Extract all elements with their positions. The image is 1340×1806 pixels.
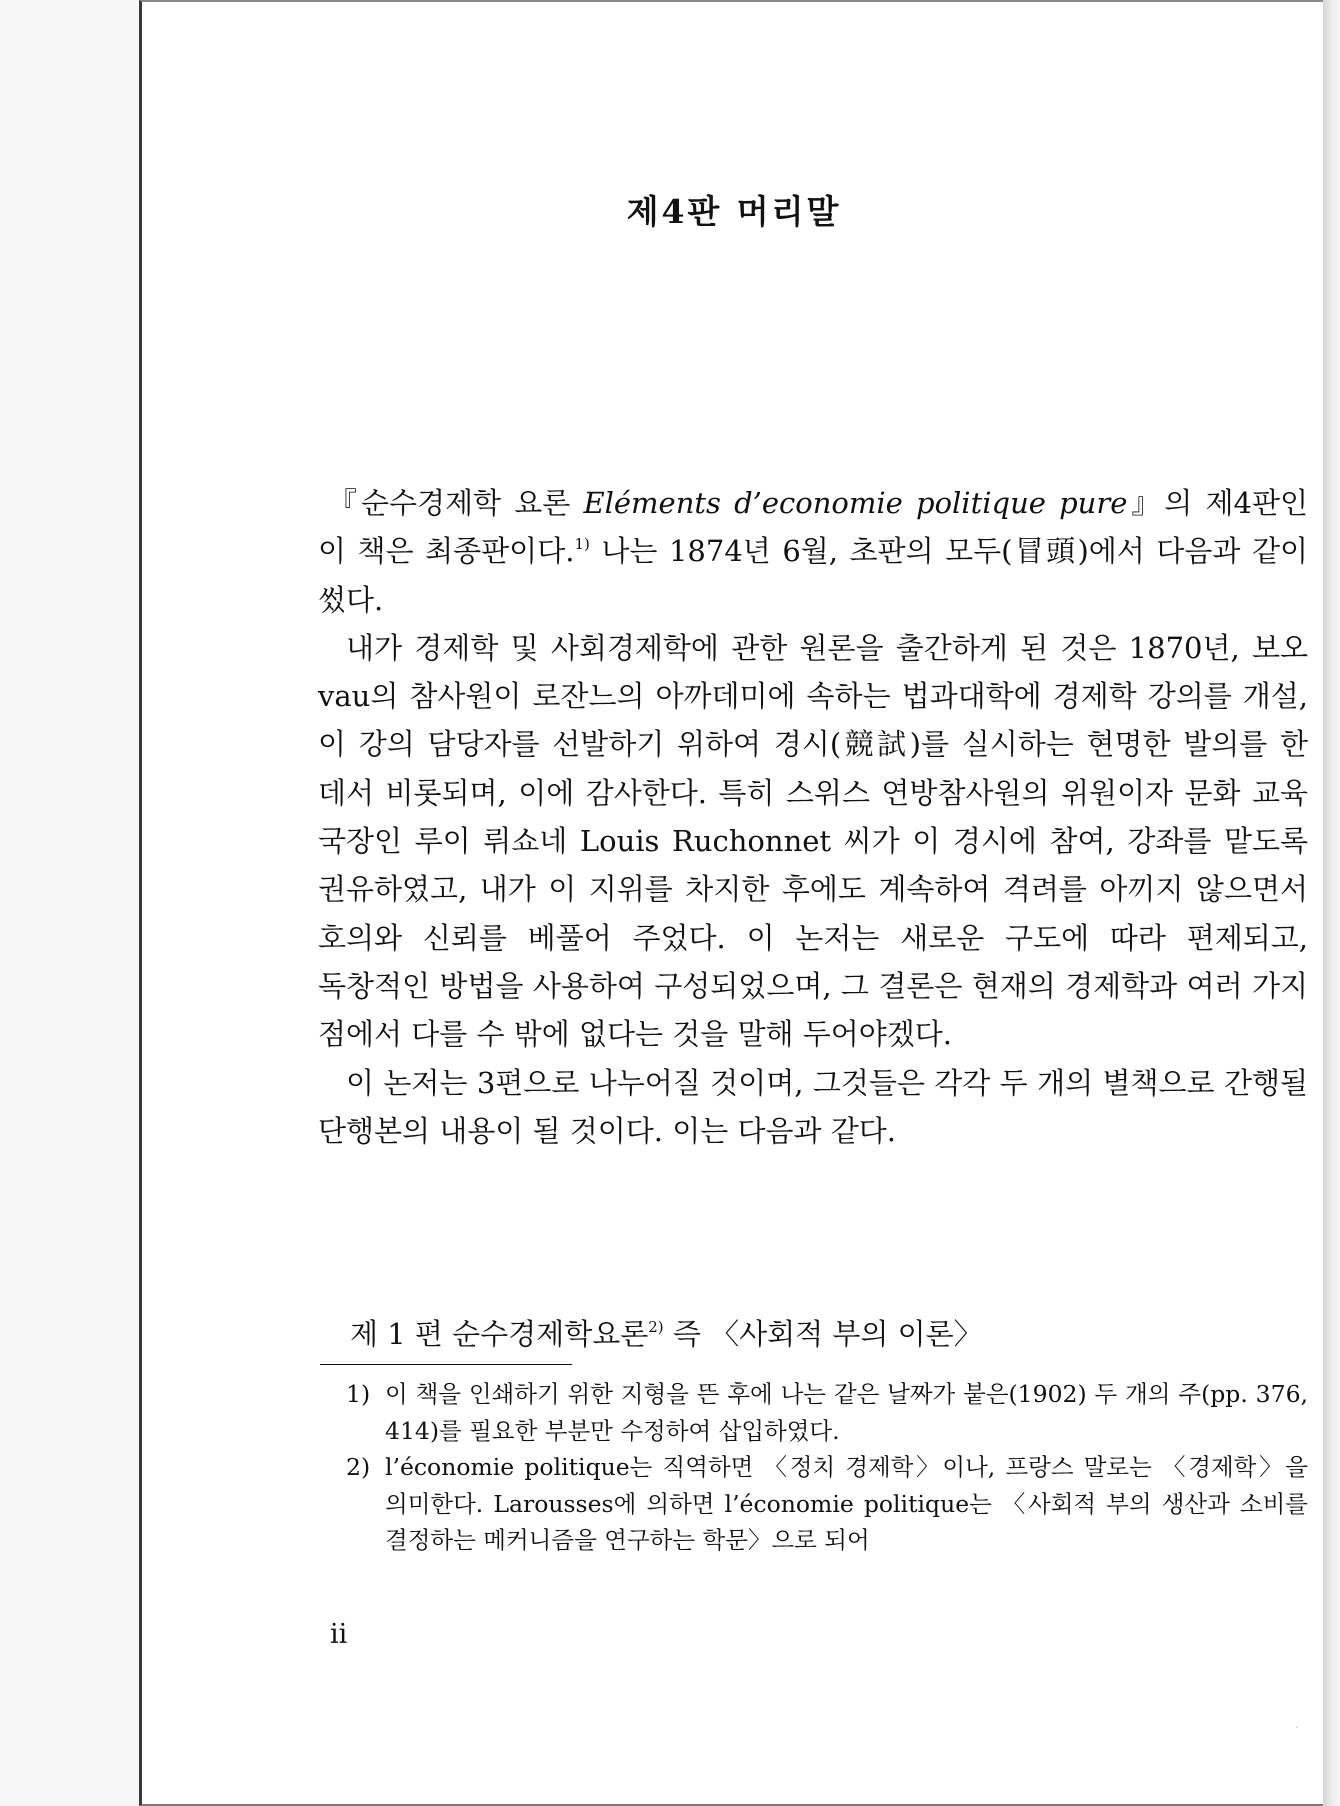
footnote-text: 이 책을 인쇄하기 위한 지형을 뜬 후에 나는 같은 날짜가 붙은(1902) 두 개의 주(pp. 376, 414)를 필요한 부분만 수정하여 삽입하였다. — [385, 1380, 1308, 1445]
paragraph-1-mid: 』의 제4판인 이 책은 최종판이다. — [318, 486, 1308, 569]
footnotes-list — [346, 1376, 1308, 1559]
footnote-ref-2: 2) — [648, 1318, 664, 1336]
page-title: 제4판 머리말 — [626, 192, 842, 231]
book-title-italic: Eléments d’economie politique pure — [583, 486, 1128, 520]
footnote-ref-1: 1) — [574, 535, 590, 554]
paragraph-3: 이 논저는 3편으로 나누어질 것이며, 그것들은 각각 두 개의 별책으로 간행될 단행본의 내용이 될 것이다. 이는 다음과 같다. — [318, 1065, 1308, 1148]
corner-mark: · — [1295, 1723, 1299, 1734]
footnote-text: l’économie politique는 직역하면 〈정치 경제학〉이나, 프랑스 말로는 〈경제학〉을 의미한다. Larousses에 의하면 l’économie politique는 〈사회적 부의 생산과 소비를 결정하는 메커니즘을 연구하는 학문〉으로 되어 — [385, 1453, 1308, 1554]
paragraph-2: 내가 경제학 및 사회경제학에 관한 원론을 출간하게 된 것은 1870년, 보오 vau의 참사원이 로잔느의 아까데미에 속하는 법과대학에 경제학 강의를 개설, 이 강의 담당자를 선발하기 위하여 경시(競試)를 실시하는 현명한 발의를 한 데서 비롯되며, 이에 감사한다. 특히 스위스 연방참사원의 위원이자 문화 교육 국장인 루이 뤼쇼네 Louis Ruchonnet 씨가 이 경시에 참여, 강좌를 맡도록 권유하였고, 내가 이 지위를 차지한 후에도 계속하여 격려를 아끼지 않으면서 호의와 신뢰를 베풀어 주었다. 이 논저는 새로운 구도에 따라 편제되고, 독창적인 방법을 사용하여 구성되었으며, 그 결론은 현재의 경제학과 여러 가지 점에서 다를 수 밖에 없다는 것을 말해 두어야겠다. — [318, 630, 1308, 1052]
paragraph-1-lead: 『순수경제학 요론 — [328, 486, 584, 520]
left-margin-shade — [0, 0, 139, 1806]
paragraph-1 — [318, 479, 1308, 624]
section-heading-lead: 제 1 편 순수경제학요론 — [350, 1317, 649, 1351]
section-heading — [350, 1312, 1250, 1356]
paragraph-1-tail: 나는 1874년 6월, 초판의 모두(冒頭)에서 다음과 같이 썼다. — [318, 534, 1308, 617]
footnote-divider — [320, 1364, 572, 1365]
footnote-item — [346, 1376, 1308, 1449]
footnote-item — [346, 1449, 1308, 1559]
section-heading-tail: 즉 〈사회적 부의 이론〉 — [663, 1317, 983, 1351]
document-page — [139, 0, 1323, 1806]
page-number: ii — [330, 1619, 348, 1650]
right-edge-shade — [1323, 0, 1340, 1806]
footnote-number: 1) — [346, 1380, 371, 1408]
body-text — [318, 479, 1308, 1155]
footnote-number: 2) — [346, 1453, 371, 1481]
